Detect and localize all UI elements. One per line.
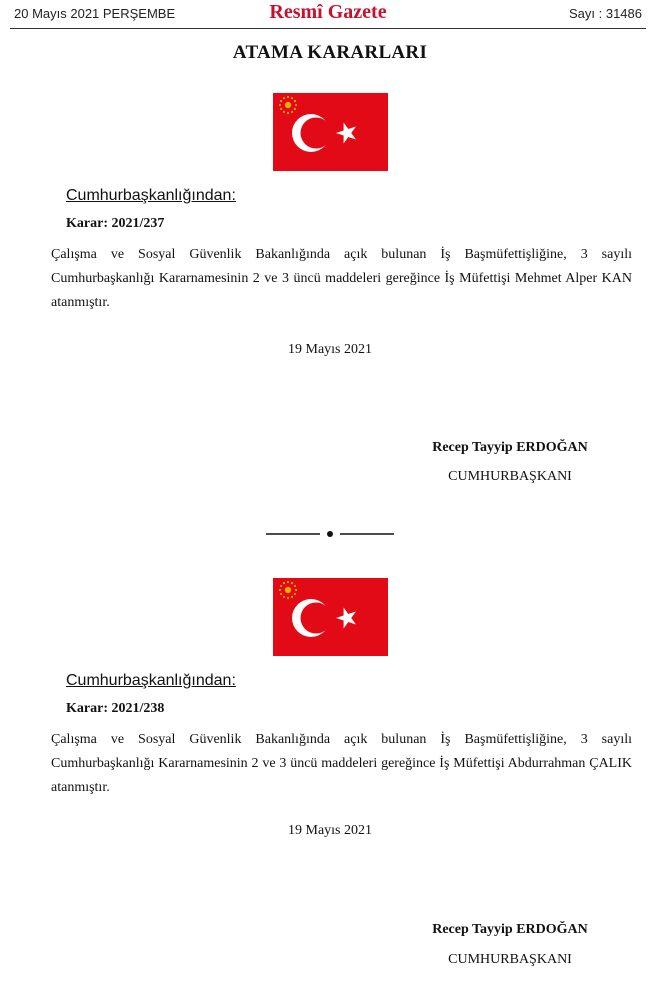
page-title: ATAMA KARARLARI: [232, 42, 428, 63]
signatory-name: Recep Tayyip ERDOĞAN: [432, 440, 588, 455]
signatory-title: CUMHURBAŞKANI: [448, 469, 572, 484]
gazette-name: Resmî Gazete: [269, 1, 387, 23]
header-date: 20 Mayıs 2021 PERŞEMBE: [14, 6, 176, 21]
decision-date: 19 Mayıs 2021: [288, 342, 372, 357]
decision-text: Çalışma ve Sosyal Güvenlik Bakanlığında açık bulunan İş Başmüfettişliğine, 3 sayılı Cumhurbaşkanlığı Kararnamesinin 2 ve 3 üncü maddeleri gereğince İş Müfettişi Abdurrahman ÇALIK atanmıştır.: [51, 732, 632, 795]
authority-label: Cumhurbaşkanlığından:: [66, 672, 236, 689]
turkish-flag-emblem-icon: [273, 578, 388, 656]
decision-number: Karar: 2021/237: [66, 216, 165, 231]
authority-label: Cumhurbaşkanlığından:: [66, 187, 236, 204]
signatory-title: CUMHURBAŞKANI: [448, 952, 572, 967]
gazette-header: [10, 0, 646, 29]
signatory-name: Recep Tayyip ERDOĞAN: [432, 922, 588, 937]
decision-text: Çalışma ve Sosyal Güvenlik Bakanlığında açık bulunan İş Başmüfettişliğine, 3 sayılı Cumhurbaşkanlığı Kararnamesinin 2 ve 3 üncü maddeleri gereğince İş Müfettişi Mehmet Alper KAN atanmıştır.: [51, 247, 632, 310]
issue-number: Sayı : 31486: [569, 6, 642, 21]
decision-number: Karar: 2021/238: [66, 701, 165, 716]
dot-separator-icon: [264, 527, 396, 541]
turkish-flag-emblem-icon: [273, 93, 388, 171]
decision-date: 19 Mayıs 2021: [288, 823, 372, 838]
